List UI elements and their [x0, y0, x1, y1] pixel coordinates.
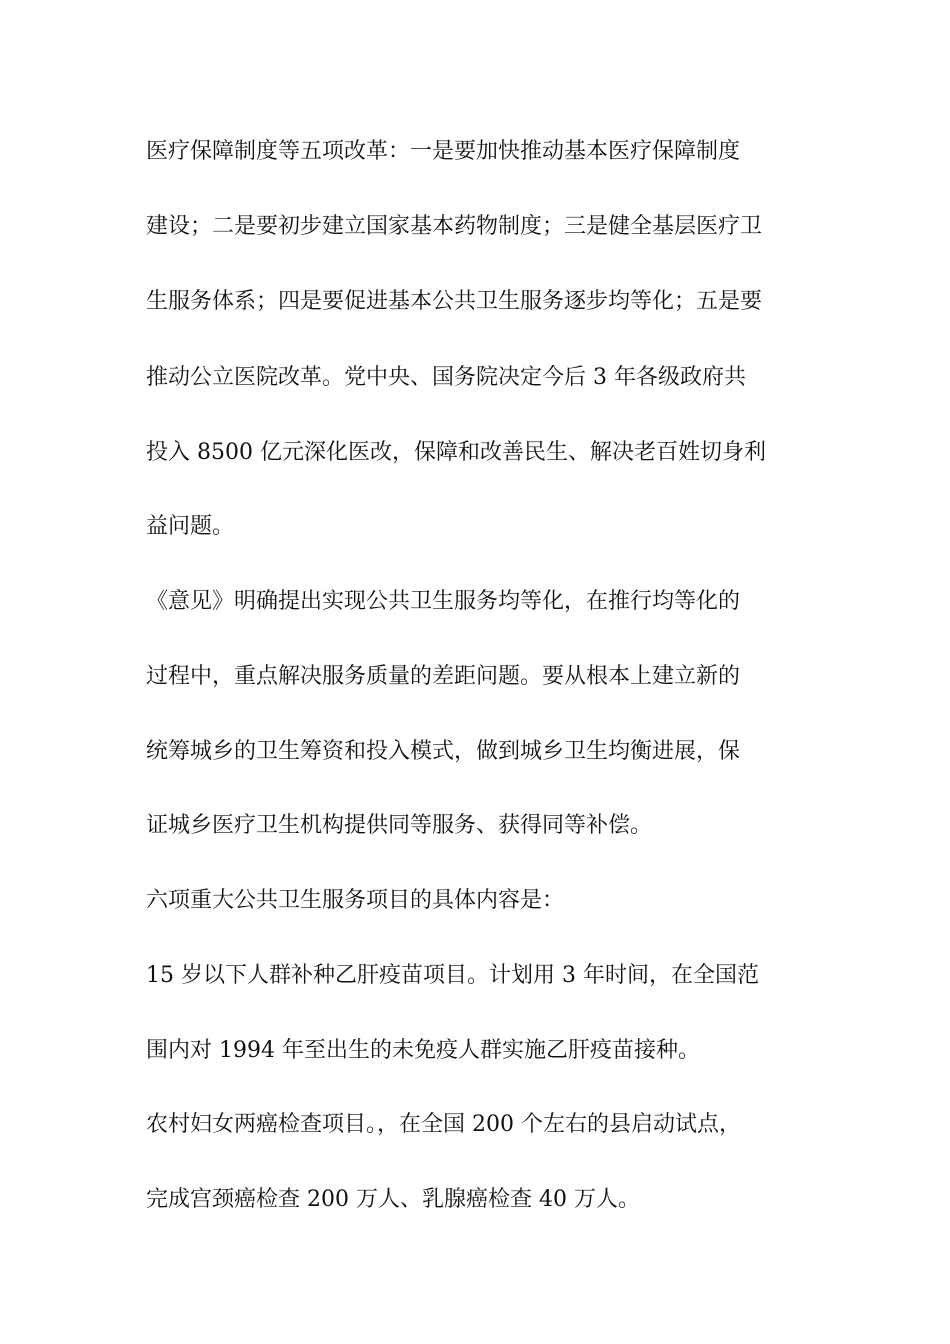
text-line: 《意见》明确提出实现公共卫生服务均等化，在推行均等化的: [146, 589, 741, 614]
text-line: 六项重大公共卫生服务项目的具体内容是：: [146, 888, 565, 913]
text-line: 医疗保障制度等五项改革：一是要加快推动基本医疗保障制度: [146, 139, 741, 164]
text-line: 建设；二是要初步建立国家基本药物制度；三是健全基层医疗卫: [146, 214, 763, 239]
text-line: 统筹城乡的卫生筹资和投入模式，做到城乡卫生均衡进展，保: [146, 739, 741, 764]
text-line: 证城乡医疗卫生机构提供同等服务、获得同等补偿。: [146, 813, 653, 838]
text-line: 农村妇女两癌检查项目。，在全国 200 个左右的县启动试点，: [146, 1112, 741, 1137]
text-line: 过程中，重点解决服务质量的差距问题。要从根本上建立新的: [146, 664, 741, 689]
text-line: 围内对 1994 年至出生的未免疫人群实施乙肝疫苗接种。: [146, 1038, 700, 1063]
text-line: 生服务体系；四是要促进基本公共卫生服务逐步均等化；五是要: [146, 289, 763, 314]
text-line: 完成宫颈癌检查 200 万人、乳腺癌检查 40 万人。: [146, 1187, 640, 1212]
text-line: 推动公立医院改革。党中央、国务院决定今后 3 年各级政府共: [146, 365, 746, 390]
text-line: 投入 8500 亿元深化医改，保障和改善民生、解决老百姓切身利: [146, 440, 766, 465]
text-line: 益问题。: [146, 514, 235, 539]
text-line: 15 岁以下人群补种乙肝疫苗项目。计划用 3 年时间，在全国范: [146, 963, 759, 988]
